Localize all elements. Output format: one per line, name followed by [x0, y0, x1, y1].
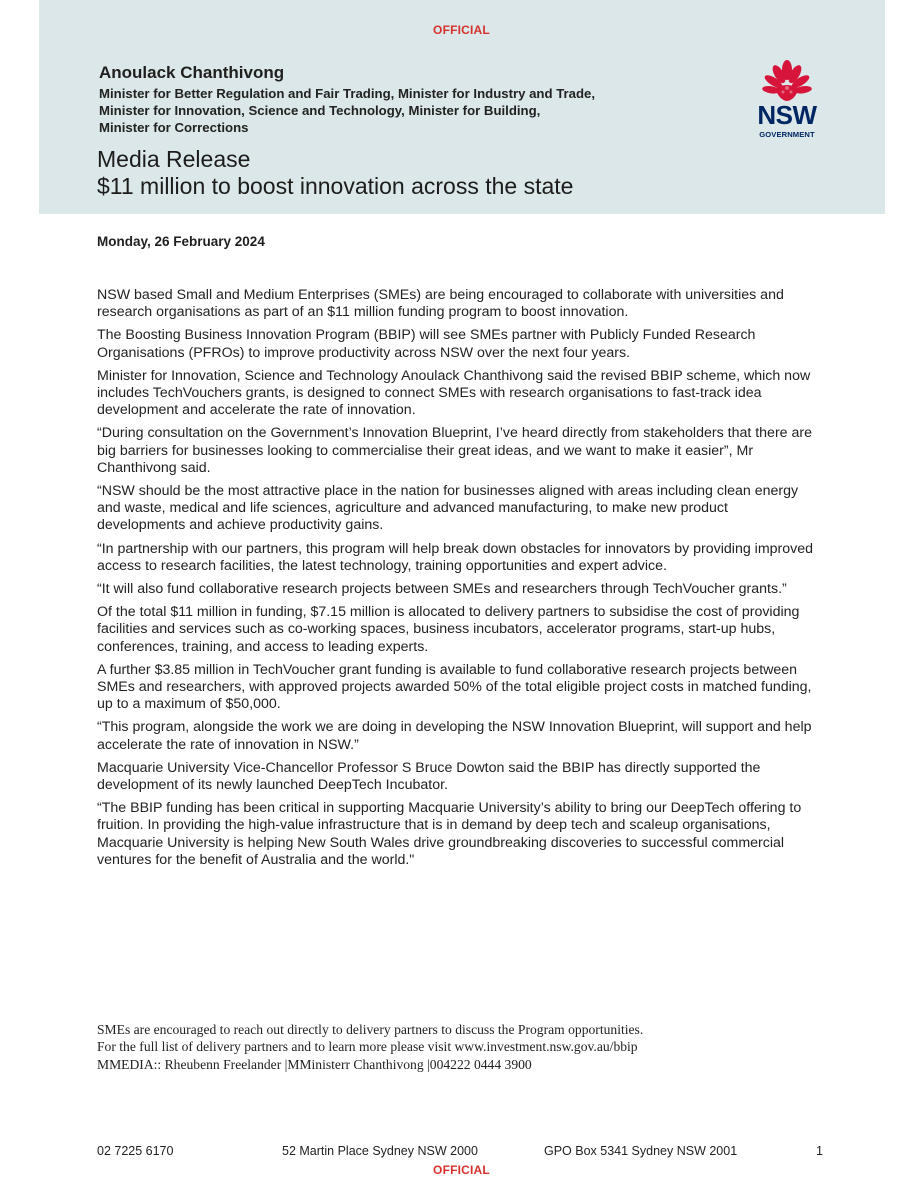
classification-bottom: OFFICIAL [433, 1163, 490, 1177]
headline: $11 million to boost innovation across the state [97, 173, 574, 199]
portfolio-line: Minister for Innovation, Science and Technology, Minister for Building, [99, 103, 541, 118]
body-paragraph: NSW based Small and Medium Enterprises (SMEs) are being encouraged to collaborate with universities and research organisations as part of an $11 million funding program to boost innovation. [97, 287, 784, 321]
waratah-icon [749, 58, 825, 102]
body-paragraph: “It will also fund collaborative research projects between SMEs and researchers through TechVoucher grants.” [97, 581, 787, 598]
body-paragraph: Of the total $11 million in funding, $7.15 million is allocated to delivery partners to subsidise the cost of providing facilities and services such as co-working spaces, business incubators, accelerator programs, start-up hubs, conferences, training, and access to leading experts. [97, 604, 800, 655]
nsw-government-logo [749, 58, 825, 148]
body-paragraph: “During consultation on the Government’s Innovation Blueprint, I’ve heard directly from stakeholders that there are big barriers for businesses looking to commercialise their great ideas, and we want to make it easier”, Mr Chanthivong said. [97, 425, 813, 476]
footer-note: SMEs are encouraged to reach out directly to delivery partners to discuss the Program opportunities. [97, 1022, 644, 1037]
minister-name: Anoulack Chanthivong [99, 63, 285, 82]
body-paragraph: Minister for Innovation, Science and Technology Anoulack Chanthivong said the revised BBIP scheme, which now includes TechVouchers grants, is designed to connect SMEs with research organisations to fast-track idea development and accelerate the rate of innovation. [97, 367, 811, 419]
classification-top: OFFICIAL [433, 23, 490, 37]
body-paragraph: “In partnership with our partners, this program will help break down obstacles for innovators by providing improved access to research facilities, the latest technology, training opportunities and expert advice. [97, 540, 814, 574]
body-paragraph: Macquarie University Vice-Chancellor Professor S Bruce Dowton said the BBIP has directly supported the development of its newly launched DeepTech Incubator. [97, 759, 761, 794]
footer-notes [97, 1021, 817, 1073]
body-paragraph: “This program, alongside the work we are doing in developing the NSW Innovation Blueprint, will support and help accelerate the rate of innovation in NSW.” [97, 719, 812, 753]
portfolio-line: Minister for Corrections [99, 120, 249, 135]
release-body [97, 287, 817, 875]
body-paragraph: A further $3.85 million in TechVoucher grant funding is available to fund collaborative research projects between SMEs and researchers, with approved projects awarded 50% of the total eligible project costs in matched funding, up to a maximum of $50,000. [97, 661, 812, 713]
minister-portfolio [99, 85, 659, 136]
contact-gpo: GPO Box 5341 Sydney NSW 2001 [544, 1144, 738, 1158]
media-contact: MMEDIA:: Rheubenn Freelander |MMinisterr Chanthivong |004222 0444 3900 [97, 1056, 532, 1072]
contact-phone: 02 7225 6170 [97, 1144, 174, 1158]
body-paragraph: “NSW should be the most attractive place in the nation for businesses aligned with areas including clean energy and waste, medical and life sciences, agriculture and advanced manufacturing, to make new product developments and achieve productivity gains. [97, 483, 799, 534]
release-date: Monday, 26 February 2024 [97, 234, 265, 249]
release-type: Media Release [97, 146, 251, 172]
contact-address: 52 Martin Place Sydney NSW 2000 [282, 1144, 478, 1158]
body-paragraph: “The BBIP funding has been critical in supporting Macquarie University’s ability to bring our DeepTech offering to fruition. In providing the high-value infrastructure that is in demand by deep tech and scaleup organisations, Macquarie University is helping New South Wales drive groundbreaking discoveries to successful commercial ventures for the benefit of Australia and the world." [97, 800, 802, 868]
body-paragraph: The Boosting Business Innovation Program (BBIP) will see SMEs partner with Publicly Funded Research Organisations (PFROs) to improve productivity across NSW over the next four years. [97, 327, 756, 361]
footer-note-link[interactable]: For the full list of delivery partners and to learn more please visit www.investment.nsw.gov.au/bbip [97, 1039, 638, 1055]
logo-nsw-text: NSW [757, 100, 817, 130]
logo-government-text: GOVERNMENT [759, 130, 815, 139]
page-number: 1 [816, 1144, 823, 1158]
portfolio-line: Minister for Better Regulation and Fair Trading, Minister for Industry and Trade, [99, 86, 596, 101]
